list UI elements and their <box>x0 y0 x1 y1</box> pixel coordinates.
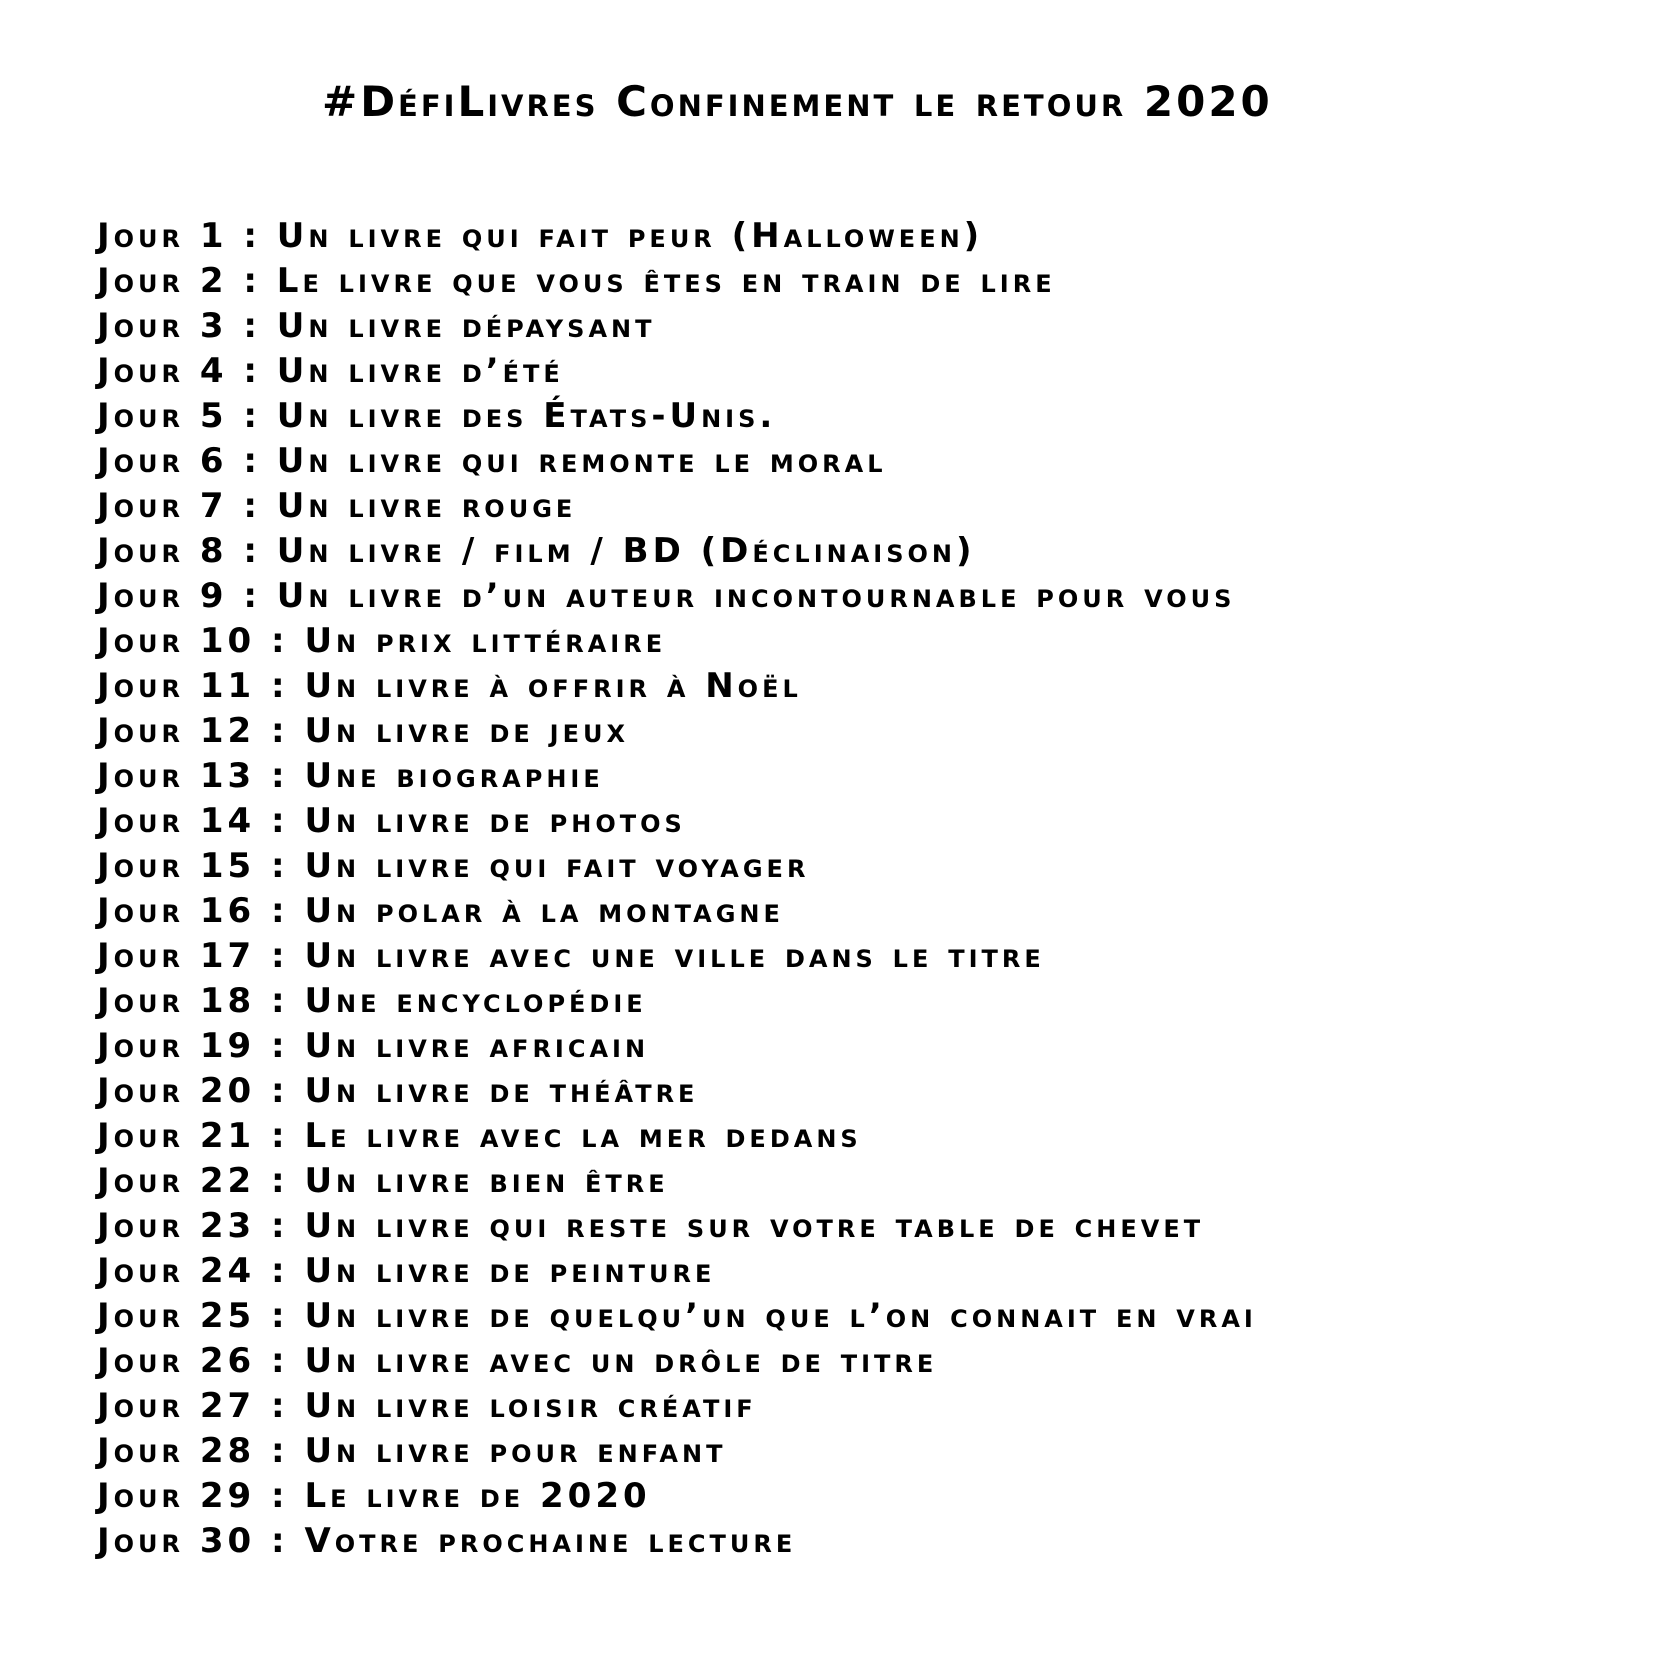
day-item: Jour 20 : Un livre de théâtre <box>97 1071 699 1111</box>
day-item: Jour 6 : Un livre qui remonte le moral <box>97 441 887 481</box>
day-item: Jour 26 : Un livre avec un drôle de titre <box>97 1341 938 1381</box>
day-item: Jour 25 : Un livre de quelqu’un que l’on connait en vrai <box>97 1296 1257 1336</box>
day-item: Jour 16 : Un polar à la montagne <box>97 891 784 931</box>
day-item: Jour 15 : Un livre qui fait voyager <box>97 846 810 886</box>
day-item: Jour 18 : Une encyclopédie <box>97 981 647 1021</box>
day-item: Jour 24 : Un livre de peinture <box>97 1251 716 1291</box>
day-item: Jour 2 : Le livre que vous êtes en train de lire <box>97 261 1056 301</box>
day-item: Jour 17 : Un livre avec une ville dans le titre <box>97 936 1045 976</box>
page-title: #DéfiLivres Confinement le retour 2020 <box>322 77 1273 126</box>
day-item: Jour 30 : Votre prochaine lecture <box>97 1521 797 1561</box>
day-item: Jour 29 : Le livre de 2020 <box>97 1476 651 1516</box>
day-item: Jour 19 : Un livre africain <box>97 1026 650 1066</box>
day-item: Jour 27 : Un livre loisir créatif <box>97 1386 757 1426</box>
day-item: Jour 21 : Le livre avec la mer dedans <box>97 1116 862 1156</box>
day-item: Jour 8 : Un livre / film / BD (Déclinaison) <box>97 531 976 571</box>
day-item: Jour 9 : Un livre d’un auteur incontournable pour vous <box>97 576 1236 616</box>
day-item: Jour 4 : Un livre d’été <box>97 351 564 391</box>
day-list <box>97 214 1257 1564</box>
day-item: Jour 1 : Un livre qui fait peur (Halloween) <box>97 216 984 256</box>
day-item: Jour 14 : Un livre de photos <box>97 801 686 841</box>
day-item: Jour 12 : Un livre de jeux <box>97 711 629 751</box>
day-item: Jour 13 : Une biographie <box>97 756 604 796</box>
day-item: Jour 5 : Un livre des États-Unis. <box>97 396 777 436</box>
day-item: Jour 10 : Un prix littéraire <box>97 621 667 661</box>
day-item: Jour 11 : Un livre à offrir à Noël <box>97 666 802 706</box>
day-item: Jour 22 : Un livre bien être <box>97 1161 669 1201</box>
day-item: Jour 28 : Un livre pour enfant <box>97 1431 727 1471</box>
day-item: Jour 3 : Un livre dépaysant <box>97 306 656 346</box>
day-item: Jour 7 : Un livre rouge <box>97 486 577 526</box>
day-item: Jour 23 : Un livre qui reste sur votre table de chevet <box>97 1206 1205 1246</box>
